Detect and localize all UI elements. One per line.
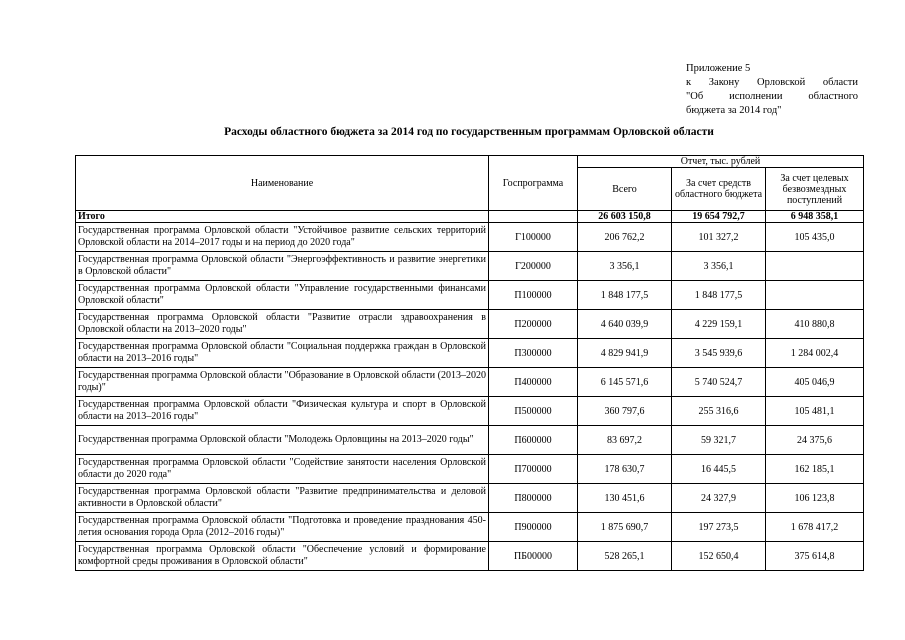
row-name: Государственная программа Орловской области "Энергоэффективность и развитие энергетики в Орловской области" xyxy=(76,252,489,281)
header-program: Госпрограмма xyxy=(489,156,578,211)
table-row xyxy=(76,368,864,397)
row-regional: 3 356,1 xyxy=(672,252,766,281)
row-name: Государственная программа Орловской области "Управление государственными финансами Орловской области" xyxy=(76,281,489,310)
table-row xyxy=(76,397,864,426)
row-regional: 4 229 159,1 xyxy=(672,310,766,339)
table-row xyxy=(76,281,864,310)
row-program: П800000 xyxy=(489,484,578,513)
row-grants: 375 614,8 xyxy=(766,542,864,571)
appendix-line: Приложение 5 xyxy=(686,63,751,74)
row-program: П200000 xyxy=(489,310,578,339)
row-program: П900000 xyxy=(489,513,578,542)
appendix-line: к Закону Орловской области xyxy=(686,77,858,88)
row-grants: 405 046,9 xyxy=(766,368,864,397)
row-regional: 24 327,9 xyxy=(672,484,766,513)
row-grants: 24 375,6 xyxy=(766,426,864,455)
header-total: Всего xyxy=(578,168,672,211)
total-regional: 19 654 792,7 xyxy=(672,211,766,223)
appendix-note xyxy=(686,62,858,118)
table-row xyxy=(76,513,864,542)
row-grants: 410 880,8 xyxy=(766,310,864,339)
total-grants: 6 948 358,1 xyxy=(766,211,864,223)
row-regional: 152 650,4 xyxy=(672,542,766,571)
table-row xyxy=(76,542,864,571)
row-regional: 5 740 524,7 xyxy=(672,368,766,397)
row-program: П300000 xyxy=(489,339,578,368)
row-total: 528 265,1 xyxy=(578,542,672,571)
total-row xyxy=(76,211,864,223)
header-regional: За счет средств областного бюджета xyxy=(672,168,766,211)
row-total: 4 640 039,9 xyxy=(578,310,672,339)
table-row xyxy=(76,252,864,281)
row-name: Государственная программа Орловской области "Физическая культура и спорт в Орловской области на 2013–2016 годы" xyxy=(76,397,489,426)
row-regional: 16 445,5 xyxy=(672,455,766,484)
row-grants: 1 678 417,2 xyxy=(766,513,864,542)
row-regional: 255 316,6 xyxy=(672,397,766,426)
row-grants: 105 481,1 xyxy=(766,397,864,426)
row-total: 206 762,2 xyxy=(578,223,672,252)
row-name: Государственная программа Орловской области "Содействие занятости населения Орловской области до 2020 года" xyxy=(76,455,489,484)
table-row xyxy=(76,455,864,484)
row-regional: 59 321,7 xyxy=(672,426,766,455)
row-program: П600000 xyxy=(489,426,578,455)
row-program: П500000 xyxy=(489,397,578,426)
row-name: Государственная программа Орловской области "Социальная поддержка граждан в Орловской области на 2013–2016 годы" xyxy=(76,339,489,368)
document-title: Расходы областного бюджета за 2014 год по государственным программам Орловской области xyxy=(224,126,714,138)
row-program: Г200000 xyxy=(489,252,578,281)
row-program: П100000 xyxy=(489,281,578,310)
row-total: 360 797,6 xyxy=(578,397,672,426)
row-regional: 3 545 939,6 xyxy=(672,339,766,368)
table-row xyxy=(76,223,864,252)
header-name: Наименование xyxy=(76,156,489,211)
appendix-line: "Об исполнении областного xyxy=(686,91,858,102)
appendix-line: бюджета за 2014 год" xyxy=(686,105,782,116)
row-total: 3 356,1 xyxy=(578,252,672,281)
header-report-group: Отчет, тыс. рублей xyxy=(578,156,864,168)
table-row xyxy=(76,426,864,455)
total-program xyxy=(489,211,578,223)
row-name: Государственная программа Орловской области "Обеспечение условий и формирование комфортной среды проживания в Орловской области" xyxy=(76,542,489,571)
row-grants: 105 435,0 xyxy=(766,223,864,252)
row-program: Г100000 xyxy=(489,223,578,252)
row-total: 4 829 941,9 xyxy=(578,339,672,368)
table-row xyxy=(76,339,864,368)
row-name: Государственная программа Орловской области "Устойчивое развитие сельских территорий Орловской области на 2014–2017 годы и на период до 2020 года" xyxy=(76,223,489,252)
row-grants: 162 185,1 xyxy=(766,455,864,484)
row-name: Государственная программа Орловской области "Образование в Орловской области (2013–2020 годы)" xyxy=(76,368,489,397)
row-name: Государственная программа Орловской области "Подготовка и проведение празднования 450-летия основания города Орла (2012–2016 годы)" xyxy=(76,513,489,542)
row-name: Государственная программа Орловской области "Развитие отрасли здравоохранения в Орловской области на 2013–2020 годы" xyxy=(76,310,489,339)
row-total: 1 875 690,7 xyxy=(578,513,672,542)
row-grants: 1 284 002,4 xyxy=(766,339,864,368)
table-row xyxy=(76,310,864,339)
row-regional: 101 327,2 xyxy=(672,223,766,252)
row-total: 1 848 177,5 xyxy=(578,281,672,310)
table-row xyxy=(76,484,864,513)
row-total: 6 145 571,6 xyxy=(578,368,672,397)
row-name: Государственная программа Орловской области "Развитие предпринимательства и деловой активности в Орловской области" xyxy=(76,484,489,513)
row-total: 130 451,6 xyxy=(578,484,672,513)
expenses-table xyxy=(75,155,864,571)
row-regional: 1 848 177,5 xyxy=(672,281,766,310)
row-name: Государственная программа Орловской области "Молодежь Орловщины на 2013–2020 годы" xyxy=(76,426,489,455)
row-grants xyxy=(766,281,864,310)
row-program: П400000 xyxy=(489,368,578,397)
total-label: Итого xyxy=(76,211,489,223)
row-total: 178 630,7 xyxy=(578,455,672,484)
header-grants: За счет целевых безвозмездных поступлений xyxy=(766,168,864,211)
row-total: 83 697,2 xyxy=(578,426,672,455)
row-program: П700000 xyxy=(489,455,578,484)
row-grants: 106 123,8 xyxy=(766,484,864,513)
total-sum: 26 603 150,8 xyxy=(578,211,672,223)
row-regional: 197 273,5 xyxy=(672,513,766,542)
row-program: ПБ00000 xyxy=(489,542,578,571)
row-grants xyxy=(766,252,864,281)
